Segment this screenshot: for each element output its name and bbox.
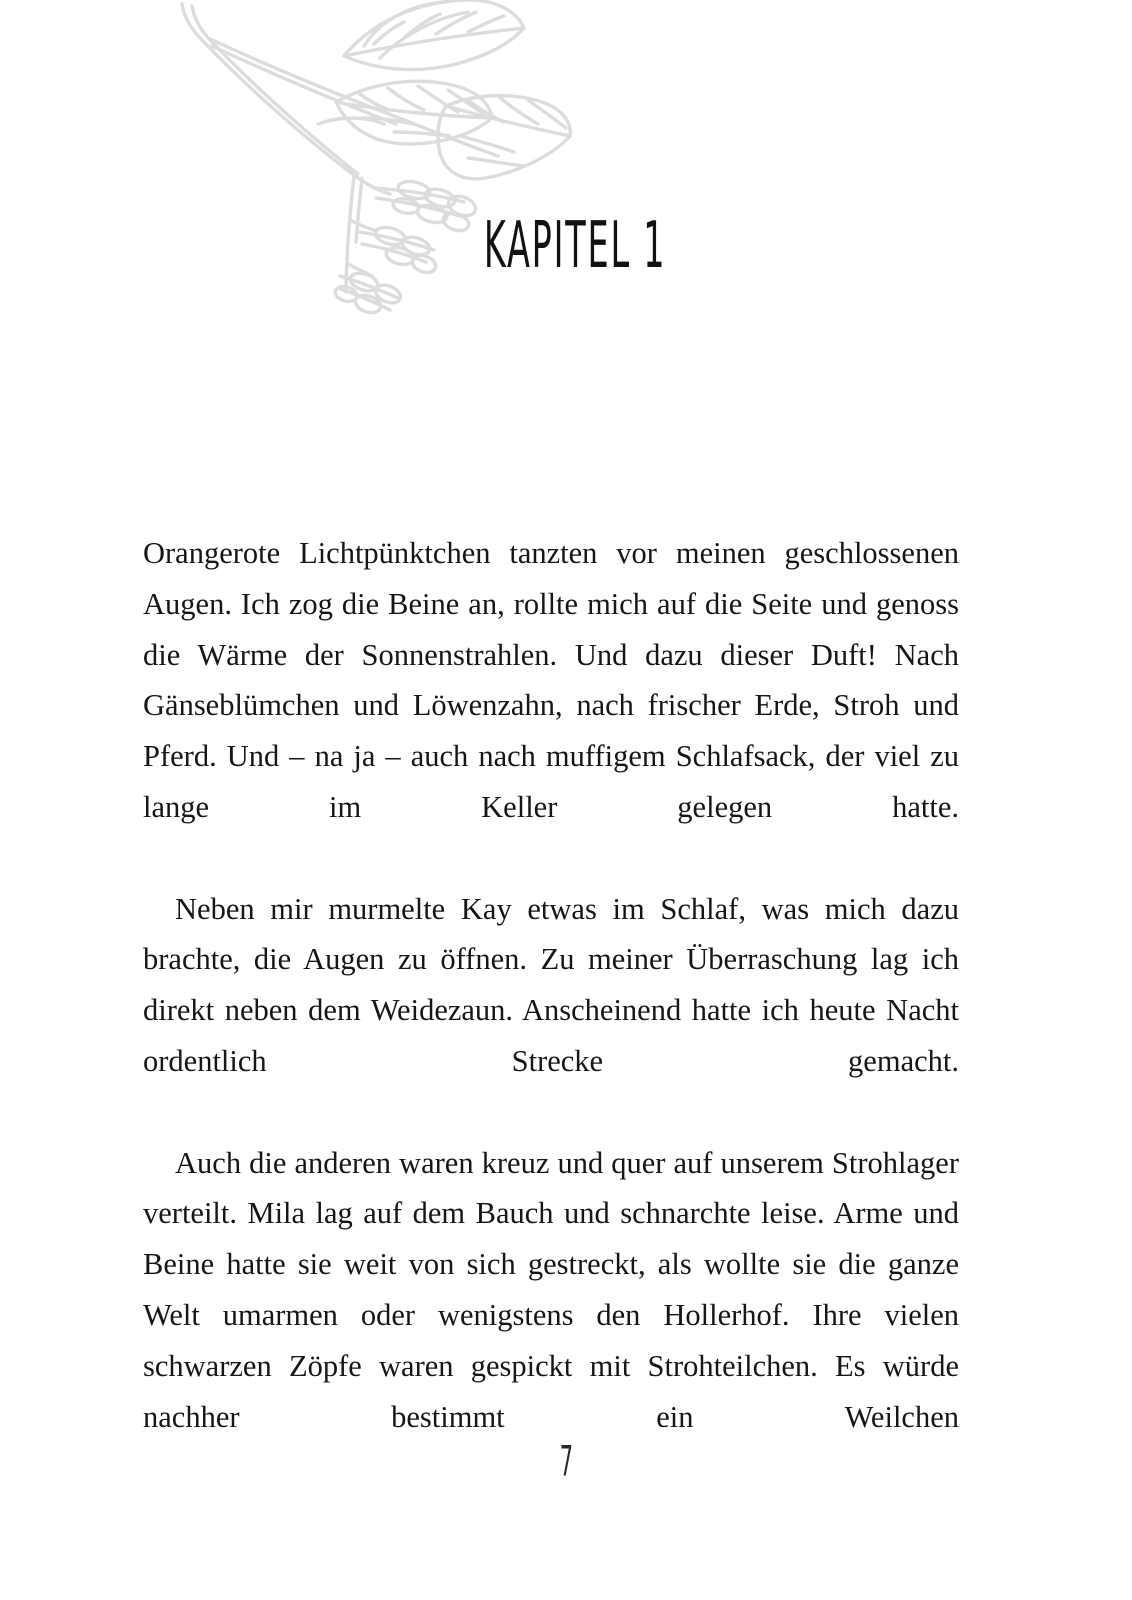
page-number xyxy=(0,1437,1132,1487)
paragraph: Neben mir murmelte Kay etwas im Schlaf, was mich dazu brachte, die Augen zu öffnen. Zu meiner Überraschung lag ich direkt neben dem Weidezaun. Anscheinend hatte ich heute Nacht ordentlich Strecke gemacht. xyxy=(143,891,959,1078)
chapter-heading-label: KAPITEL 1 xyxy=(483,206,667,283)
body-text xyxy=(143,528,959,1493)
page-number-value: 7 xyxy=(559,1437,573,1487)
paragraph: Auch die anderen waren kreuz und quer auf unserem Strohlager verteilt. Mila lag auf dem Bauch und schnarchte leise. Arme und Beine hatte sie weit von sich gestreckt, als wollte sie die ganze Welt umarmen oder wenigstens den Hollerhof. Ihre vielen schwarzen Zöpfe waren gespickt mit Strohteilchen. Es würde nachher bestimmt ein Weilchen xyxy=(143,1145,959,1434)
paragraph: Orangerote Lichtpünktchen tanzten vor meinen geschlossenen Augen. Ich zog die Beine an, rollte mich auf die Seite und genoss die Wärme der Sonnenstrahlen. Und dazu dieser Duft! Nach Gänseblümchen und Löwenzahn, nach frischer Erde, Stroh und Pferd. Und – na ja – auch nach muffigem Schlafsack, der viel zu lange im Keller gelegen hatte. xyxy=(143,536,959,824)
chapter-heading xyxy=(0,206,1132,283)
